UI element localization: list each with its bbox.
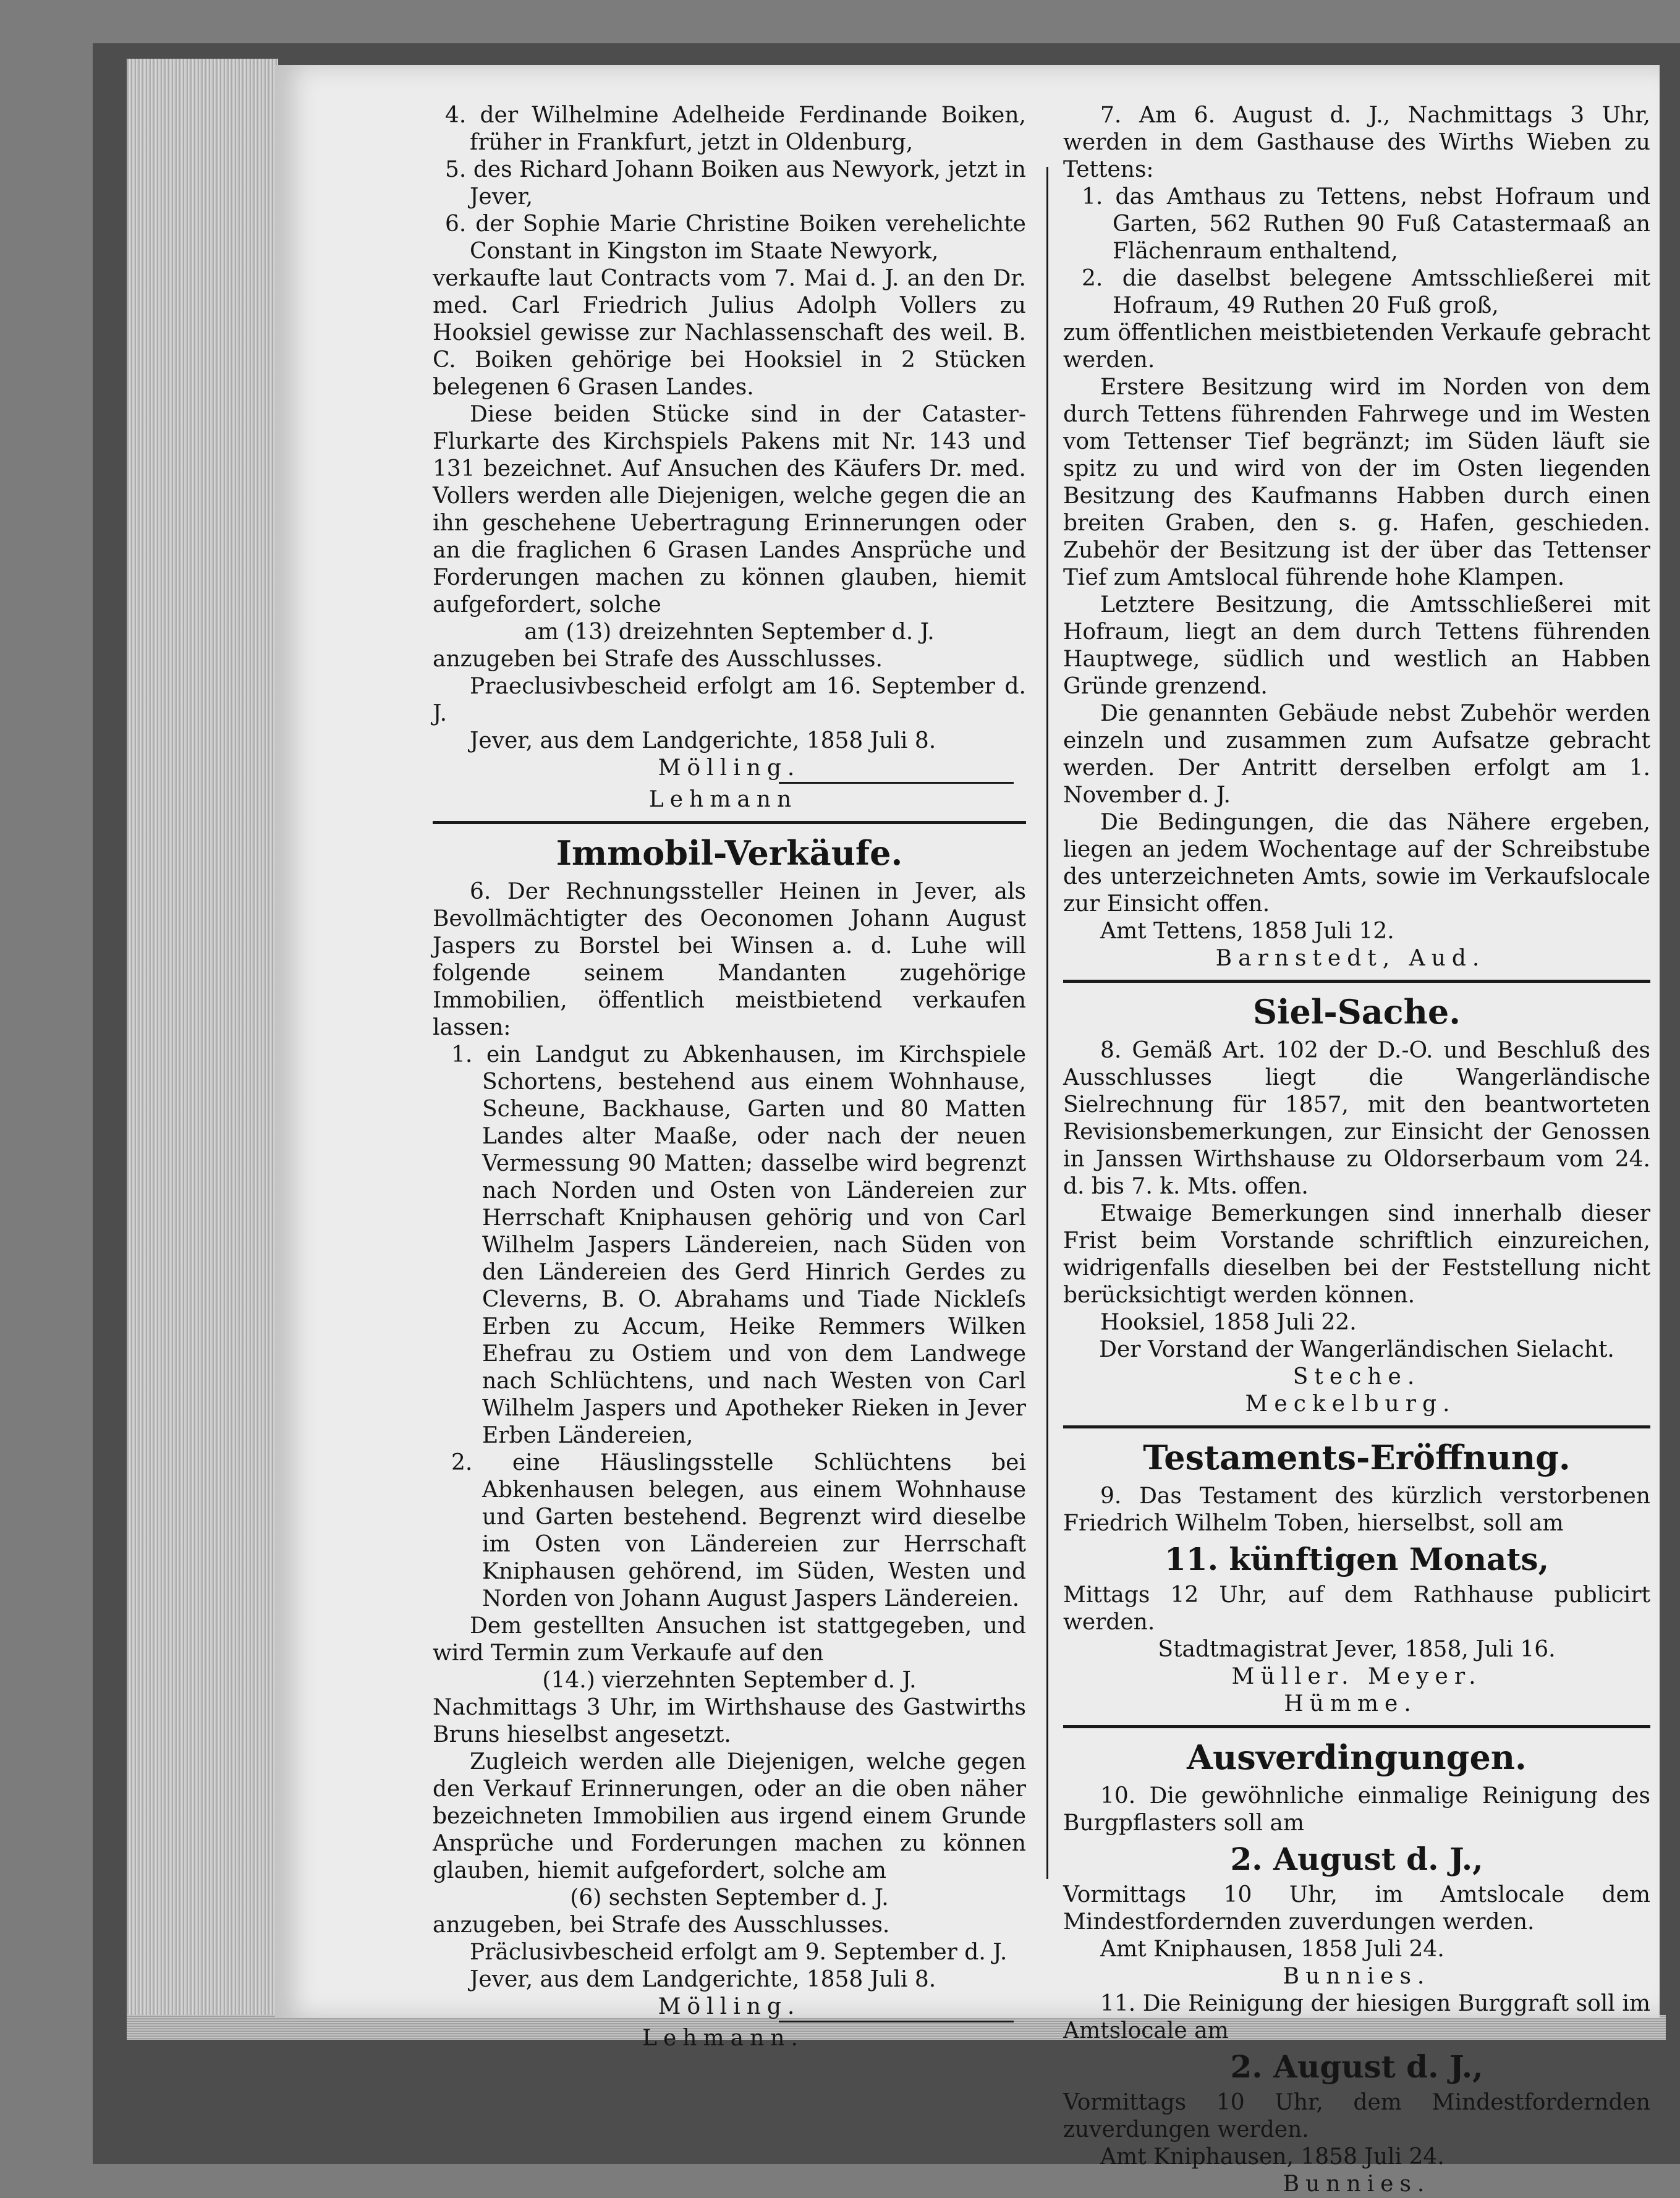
paragraph: Letztere Besitzung, die Amtsschließerei mit Hofraum, liegt an dem durch Tettens führenden Hauptwege, südlich und westlich an Habben Gründe grenzend.: [1063, 592, 1650, 699]
place-date: Jever, aus dem Landgerichte, 1858 Juli 8.: [470, 728, 936, 753]
place-date: Amt Kniphausen, 1858 Juli 24.: [1100, 2144, 1445, 2170]
section-rule: [1063, 980, 1650, 983]
section-heading: Immobil-Verkäufe.: [556, 833, 903, 873]
date-emphasis: 2. August d. J.,: [1230, 1841, 1483, 1877]
signature: Hümme.: [1284, 1691, 1417, 1716]
list-item: 1. das Amthaus zu Tettens, nebst Hofraum und Garten, 562 Ruthen 90 Fuß Catastermaaß an Flächenraum enthaltend,: [1082, 184, 1650, 264]
section-heading: Testaments-Eröffnung.: [1143, 1438, 1571, 1477]
signature: Lehmann.: [642, 2026, 804, 2051]
list-item: 2. eine Häuslingsstelle Schlüchtens bei Abkenhausen belegen, aus einem Wohnhause und Garten bestehend. Begrenzt wird dieselbe im Osten von Ländereien zur Herrschaft Kniphausen gehörend, im Süden, Westen und Norden von Johann August Jaspers Ländereien.: [451, 1450, 1026, 1611]
list-item: 4. der Wilhelmine Adelheide Ferdinande Boiken, früher in Frankfurt, jetzt in Oldenburg,: [445, 103, 1026, 155]
signature: Meckelburg.: [1245, 1391, 1456, 1417]
paragraph: Zugleich werden alle Diejenigen, welche gegen den Verkauf Erinnerungen, oder an die oben näher bezeichneten Immobilien aus irgend einem Grunde Ansprüche und Forderungen machen zu können glauben, hiemit aufgefordert, solche am: [433, 1749, 1026, 1883]
paragraph: Die Bedingungen, die das Nähere ergeben, liegen an jedem Wochentage auf der Schreibstube des unterzeichneten Amts, sowie im Verkaufslocale zur Einsicht offen.: [1063, 810, 1650, 917]
paragraph: anzugeben, bei Strafe des Ausschlusses.: [433, 1912, 890, 1938]
signatory-body: Der Vorstand der Wangerländischen Sielacht.: [1099, 1337, 1614, 1362]
signature-rule: [779, 2021, 1014, 2022]
right-column: [1063, 102, 1663, 2198]
signature: Steche.: [1292, 1364, 1421, 1390]
paragraph: Praeclusivbescheid erfolgt am 16. September d. J.: [433, 674, 1026, 726]
section-rule: [1063, 1425, 1650, 1428]
section-rule: [433, 821, 1026, 824]
paragraph: 10. Die gewöhnliche einmalige Reinigung des Burgpflasters soll am: [1063, 1783, 1650, 1836]
date-line: (6) sechsten September d. J.: [570, 1885, 889, 1911]
paragraph: 6. Der Rechnungssteller Heinen in Jever, als Bevollmächtigter des Oeconomen Johann August Jaspers zu Borstel bei Winsen a. d. Luhe will folgende seinem Mandanten zugehörige Immobilien, öffentlich meistbietend verkaufen lassen:: [433, 879, 1026, 1040]
list-item: 6. der Sophie Marie Christine Boiken verehelichte Constant in Kingston im Staate Newyork,: [445, 211, 1026, 264]
paragraph: 9. Das Testament des kürzlich verstorbenen Friedrich Wilhelm Toben, hierselbst, soll am: [1063, 1483, 1650, 1536]
date-line: (14.) vierzehnten September d. J.: [542, 1668, 917, 1693]
date-emphasis: 11. künftigen Monats,: [1165, 1541, 1549, 1577]
paragraph: 8. Gemäß Art. 102 der D.-O. und Beschluß des Ausschlusses liegt die Wangerländische Sielrechnung für 1857, mit den beantworteten Revisionsbemerkungen, zur Einsicht der Genossen in Janssen Wirthshause zu Oldorserbaum vom 24. d. bis 7. k. Mts. offen.: [1063, 1038, 1650, 1199]
paragraph: 11. Die Reinigung der hiesigen Burggraft soll im Amtslocale am: [1063, 1991, 1650, 2043]
signature: Barnstedt, Aud.: [1215, 946, 1486, 971]
paragraph: zum öffentlichen meistbietenden Verkaufe gebracht werden.: [1063, 320, 1650, 373]
paragraph: Vormittags 10 Uhr, im Amtslocale dem Mindestfordernden zuverdungen werden.: [1063, 1882, 1650, 1935]
signature: Bunnies.: [1283, 2171, 1431, 2197]
signature: Lehmann: [648, 787, 798, 812]
place-date: Hooksiel, 1858 Juli 22.: [1100, 1310, 1357, 1335]
signature: Mölling.: [658, 1994, 801, 2019]
paragraph: Nachmittags 3 Uhr, im Wirthshause des Gastwirths Bruns hieselbst angesetzt.: [433, 1695, 1026, 1747]
paragraph: Erstere Besitzung wird im Norden von dem durch Tettens führenden Fahrwege und im Westen vom Tettenser Tief begränzt; im Süden läuft sie spitz zu und wird von der im Osten liegenden Besitzung des Kaufmanns Habben durch einen breiten Graben, den s. g. Hafen, geschieden. Zubehör der Besitzung ist der über das Tettenser Tief zum Amtslocal führende hohe Klampen.: [1063, 375, 1650, 590]
signature: Müller. Meyer.: [1231, 1664, 1482, 1689]
paragraph: Diese beiden Stücke sind in der Cataster-Flurkarte des Kirchspiels Pakens mit Nr. 143 und 131 bezeichnet. Auf Ansuchen des Käufers Dr. med. Vollers werden alle Diejenigen, welche gegen die an ihn geschehene Uebertragung Erinnerungen oder an die fraglichen 6 Grasen Landes Ansprüche und Forderungen machen zu können glauben, hiemit aufgefordert, solche: [433, 402, 1026, 617]
section-rule: [1063, 1725, 1650, 1728]
signature: Mölling.: [658, 755, 801, 781]
left-column: [433, 102, 1026, 2052]
paragraph: Präclusivbescheid erfolgt am 9. September d. J.: [470, 1940, 1008, 1965]
section-heading: Siel-Sache.: [1252, 992, 1461, 1032]
place-date: Jever, aus dem Landgerichte, 1858 Juli 8.: [470, 1967, 936, 1992]
paragraph: Mittags 12 Uhr, auf dem Rathhause publicirt werden.: [1063, 1582, 1650, 1635]
place-date: Stadtmagistrat Jever, 1858, Juli 16.: [1158, 1637, 1556, 1662]
paragraph: Dem gestellten Ansuchen ist stattgegeben, und wird Termin zum Verkaufe auf den: [433, 1613, 1026, 1666]
date-line: am (13) dreizehnten September d. J.: [524, 619, 935, 645]
section-heading: Ausverdingungen.: [1187, 1738, 1527, 1777]
paragraph: verkaufte laut Contracts vom 7. Mai d. J. an den Dr. med. Carl Friedrich Julius Adolph Vollers zu Hooksiel gewisse zur Nachlassenschaft des weil. B. C. Boiken gehörige bei Hooksiel in 2 Stücken belegenen 6 Grasen Landes.: [433, 266, 1026, 400]
column-divider: [1046, 167, 1048, 1879]
place-date: Amt Tettens, 1858 Juli 12.: [1100, 919, 1394, 944]
paragraph: 7. Am 6. August d. J., Nachmittags 3 Uhr, werden in dem Gasthause des Wirths Wieben zu Tettens:: [1063, 103, 1650, 182]
paragraph: Etwaige Bemerkungen sind innerhalb dieser Frist beim Vorstande schriftlich einzureichen, widrigenfalls dieselben bei der Feststellung nicht berücksichtigt werden können.: [1063, 1201, 1650, 1308]
paragraph: Die genannten Gebäude nebst Zubehör werden einzeln und zusammen zum Aufsatze gebracht werden. Der Antritt derselben erfolgt am 1. November d. J.: [1063, 701, 1650, 808]
signature-rule: [779, 782, 1014, 784]
date-emphasis: 2. August d. J.,: [1230, 2048, 1483, 2085]
page-edges: [127, 59, 278, 2037]
paragraph: Vormittags 10 Uhr, dem Mindestfordernden zuverdungen werden.: [1063, 2090, 1650, 2142]
place-date: Amt Kniphausen, 1858 Juli 24.: [1100, 1937, 1445, 1962]
list-item: 2. die daselbst belegene Amtsschließerei mit Hofraum, 49 Ruthen 20 Fuß groß,: [1082, 266, 1650, 318]
signature: Bunnies.: [1283, 1964, 1431, 1989]
list-item: 5. des Richard Johann Boiken aus Newyork, jetzt in Jever,: [445, 157, 1026, 210]
list-item: 1. ein Landgut zu Abkenhausen, im Kirchspiele Schortens, bestehend aus einem Wohnhause, Scheune, Backhause, Garten und 80 Matten Landes alter Maaße, oder nach der neuen Vermessung 90 Matten; dasselbe wird begrenzt nach Norden und Osten von Ländereien zur Herrschaft Kniphausen gehörig und von Carl Wilhelm Jaspers Ländereien, nach Süden von den Ländereien des Gerd Hinrich Gerdes zu Cleverns, B. O. Abrahams und Tiade Nickleſs Erben zu Accum, Heike Remmers Wilken Ehefrau zu Ostiem und von dem Landwege nach Schlüchtens, und nach Westen von Carl Wilhelm Jaspers und Apotheker Rieken in Jever Erben Ländereien,: [451, 1042, 1026, 1448]
paragraph: anzugeben bei Strafe des Ausschlusses.: [433, 647, 883, 672]
